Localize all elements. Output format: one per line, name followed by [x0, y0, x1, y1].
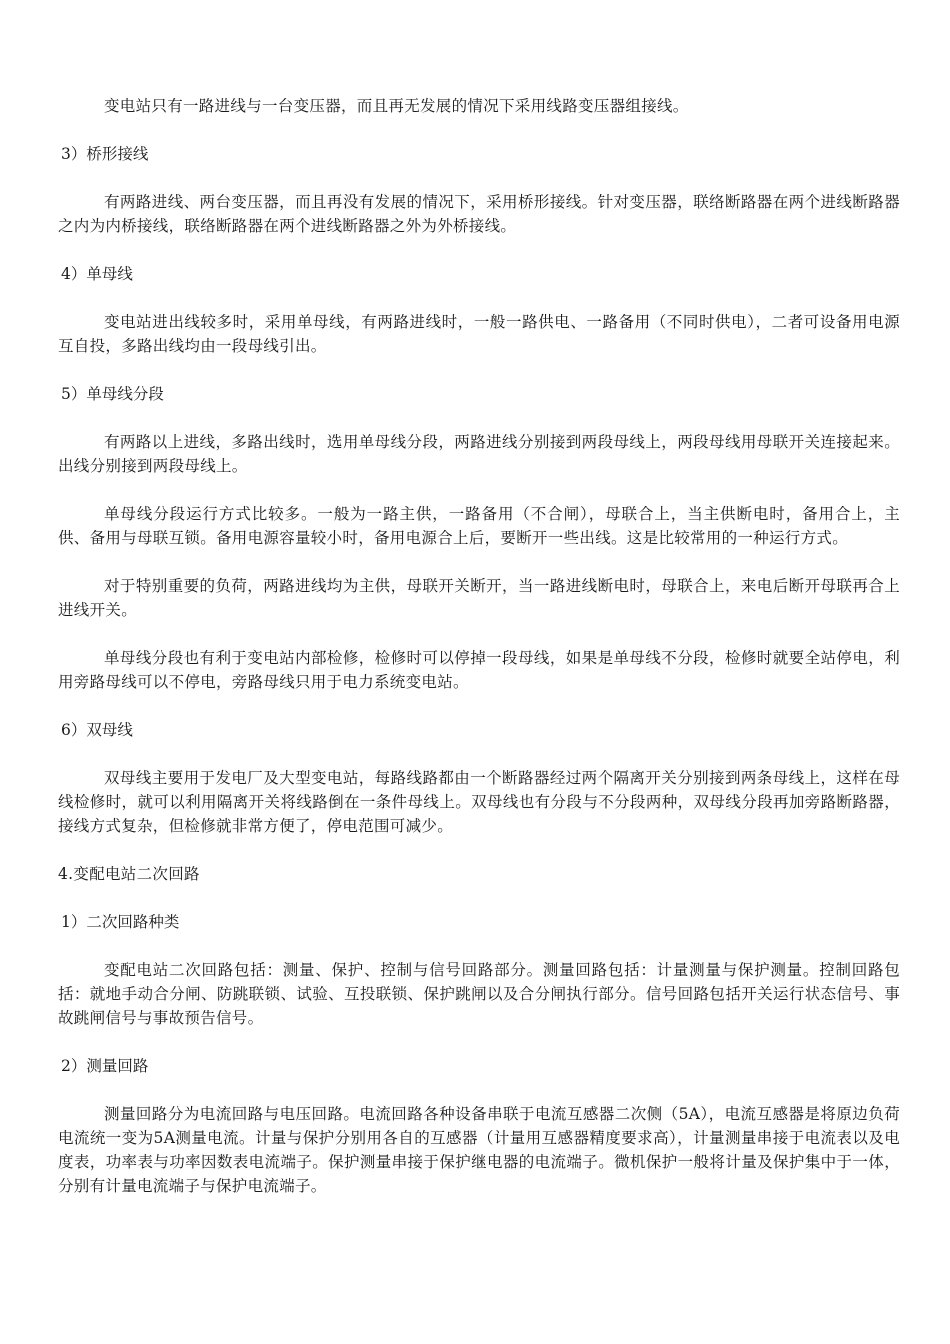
paragraph-line-transformer-unit: 变电站只有一路进线与一台变压器，而且再无发展的情况下采用线路变压器组接线。	[104, 97, 689, 115]
heading-single-bus: 4）单母线	[61, 265, 133, 283]
document-page	[58, 94, 900, 1198]
paragraph-important-loads: 对于特别重要的负荷，两路进线均为主供，母联开关断开，当一路进线断电时，母联合上，来电后断开母联再合上进线开关。	[58, 577, 900, 619]
paragraph-bridge-connection: 有两路进线、两台变压器，而且再没有发展的情况下，采用桥形接线。针对变压器，联络断路器在两个进线断路器之内为内桥接线，联络断路器在两个进线断路器之外为外桥接线。	[58, 193, 900, 235]
paragraph-measurement-circuit: 测量回路分为电流回路与电压回路。电流回路各种设备串联于电流互感器二次侧（5A），电流互感器是将原边负荷电流统一变为5A测量电流。计量与保护分别用各自的互感器（计量用互感器精度要求高），计量测量串接于电流表以及电度表，功率表与功率因数表电流端子。保护测量串接于保护继电器的电流端子。微机保护一般将计量及保护集中于一体，分别有计量电流端子与保护电流端子。	[58, 1105, 900, 1195]
paragraph-maintenance: 单母线分段也有利于变电站内部检修，检修时可以停掉一段母线，如果是单母线不分段，检修时就要全站停电，利用旁路母线可以不停电，旁路母线只用于电力系统变电站。	[58, 649, 900, 691]
paragraph-single-bus: 变电站进出线较多时，采用单母线，有两路进线时，一般一路供电、一路备用（不同时供电），二者可设备用电源互自投，多路出线均由一段母线引出。	[58, 313, 900, 355]
paragraph-double-bus: 双母线主要用于发电厂及大型变电站，每路线路都由一个断路器经过两个隔离开关分别接到两条母线上，这样在母线检修时，就可以利用隔离开关将线路倒在一条件母线上。双母线也有分段与不分段两种，双母线分段再加旁路断路器，接线方式复杂，但检修就非常方便了，停电范围可减少。	[58, 769, 900, 835]
heading-sectioned-single-bus: 5）单母线分段	[61, 385, 164, 403]
paragraph-sectioned-bus-intro: 有两路以上进线，多路出线时，选用单母线分段，两路进线分别接到两段母线上，两段母线用母联开关连接起来。出线分别接到两段母线上。	[58, 433, 900, 475]
paragraph-sectioned-bus-operation: 单母线分段运行方式比较多。一般为一路主供，一路备用（不合闸），母联合上，当主供断电时，备用合上，主供、备用与母联互锁。备用电源容量较小时，备用电源合上后，要断开一些出线。这是比较常用的一种运行方式。	[58, 505, 900, 547]
heading-bridge-connection: 3）桥形接线	[61, 145, 149, 163]
paragraph-secondary-circuit-types: 变配电站二次回路包括：测量、保护、控制与信号回路部分。测量回路包括：计量测量与保护测量。控制回路包括：就地手动合分闸、防跳联锁、试验、互投联锁、保护跳闸以及合分闸执行部分。信号回路包括开关运行状态信号、事故跳闸信号与事故预告信号。	[58, 961, 900, 1027]
section-title-secondary-circuits: 4.变配电站二次回路	[58, 865, 200, 883]
heading-measurement-circuit: 2）测量回路	[61, 1057, 149, 1075]
heading-secondary-circuit-types: 1）二次回路种类	[61, 913, 180, 931]
heading-double-bus: 6）双母线	[61, 721, 133, 739]
